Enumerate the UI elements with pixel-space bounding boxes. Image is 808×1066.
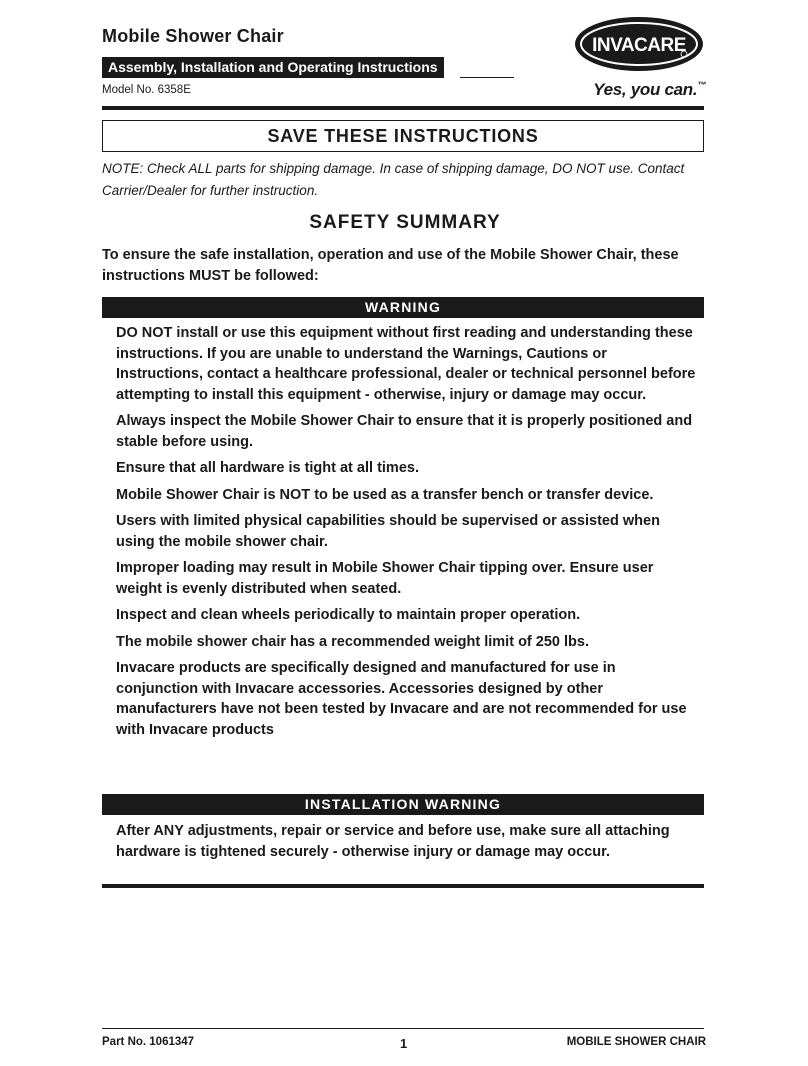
footer-rule <box>102 1028 704 1029</box>
footer-document-name: MOBILE SHOWER CHAIR <box>566 1036 706 1048</box>
product-title: Mobile Shower Chair <box>102 26 284 46</box>
trademark-mark: ™ <box>697 80 706 90</box>
warning-item: Users with limited physical capabilities should be supervised or assisted when using the mobile shower chair. <box>116 513 660 550</box>
tagline-text: Yes, you can. <box>593 80 698 99</box>
warning-item: Improper loading may result in Mobile Shower Chair tipping over. Ensure user weight is evenly distributed when seated. <box>116 560 654 597</box>
warning-item: The mobile shower chair has a recommended weight limit of 250 lbs. <box>116 633 589 650</box>
model-number: Model No. 6358E <box>102 84 191 96</box>
safety-summary-intro: To ensure the safe installation, operation and use of the Mobile Shower Chair, these instructions MUST be followed: <box>102 247 679 284</box>
warning-item: Mobile Shower Chair is NOT to be used as a transfer bench or transfer device. <box>116 486 654 503</box>
logo-text: INVACARE <box>592 35 686 56</box>
warning-list <box>116 323 696 746</box>
warning-item: Inspect and clean wheels periodically to maintain proper operation. <box>116 607 581 623</box>
save-instructions-box: SAVE THESE INSTRUCTIONS <box>102 120 704 152</box>
subtitle-rule <box>460 77 514 78</box>
installation-warning-banner: INSTALLATION WARNING <box>102 794 704 815</box>
header-rule <box>102 106 704 110</box>
installation-warning-text: After ANY adjustments, repair or service and before use, make sure all attaching hardware is tightened securely - otherwise injury or damage may occur. <box>116 823 670 860</box>
invacare-logo <box>572 14 706 78</box>
part-number: Part No. 1061347 <box>102 1036 195 1048</box>
warning-item: Invacare products are specifically designed and manufactured for use in conjunction with Invacare accessories. Accessories designed by other manufacturers have not been tested by Invacare and are not recommended for use with Invacare products <box>116 660 687 738</box>
tagline <box>593 80 706 100</box>
shipping-note: NOTE: Check ALL parts for shipping damage. In case of shipping damage, DO NOT use. Contact Carrier/Dealer for further instruction. <box>102 161 685 198</box>
installation-warning-text-block <box>116 821 696 868</box>
warning-banner: WARNING <box>102 297 704 318</box>
page-number: 1 <box>400 1036 408 1051</box>
section-end-rule <box>102 884 704 888</box>
warning-item: Always inspect the Mobile Shower Chair to ensure that it is properly positioned and stable before using. <box>116 413 693 450</box>
safety-summary-heading: SAFETY SUMMARY <box>309 212 501 233</box>
document-subtitle: Assembly, Installation and Operating Instructions <box>102 57 444 78</box>
warning-item: Ensure that all hardware is tight at all times. <box>116 460 419 476</box>
warning-item: DO NOT install or use this equipment without first reading and understanding these instructions. If you are unable to understand the Warnings, Cautions or Instructions, contact a healthcare professional, dealer or technical personnel before attempting to install this equipment - otherwise, injury or damage may occur. <box>116 325 696 403</box>
